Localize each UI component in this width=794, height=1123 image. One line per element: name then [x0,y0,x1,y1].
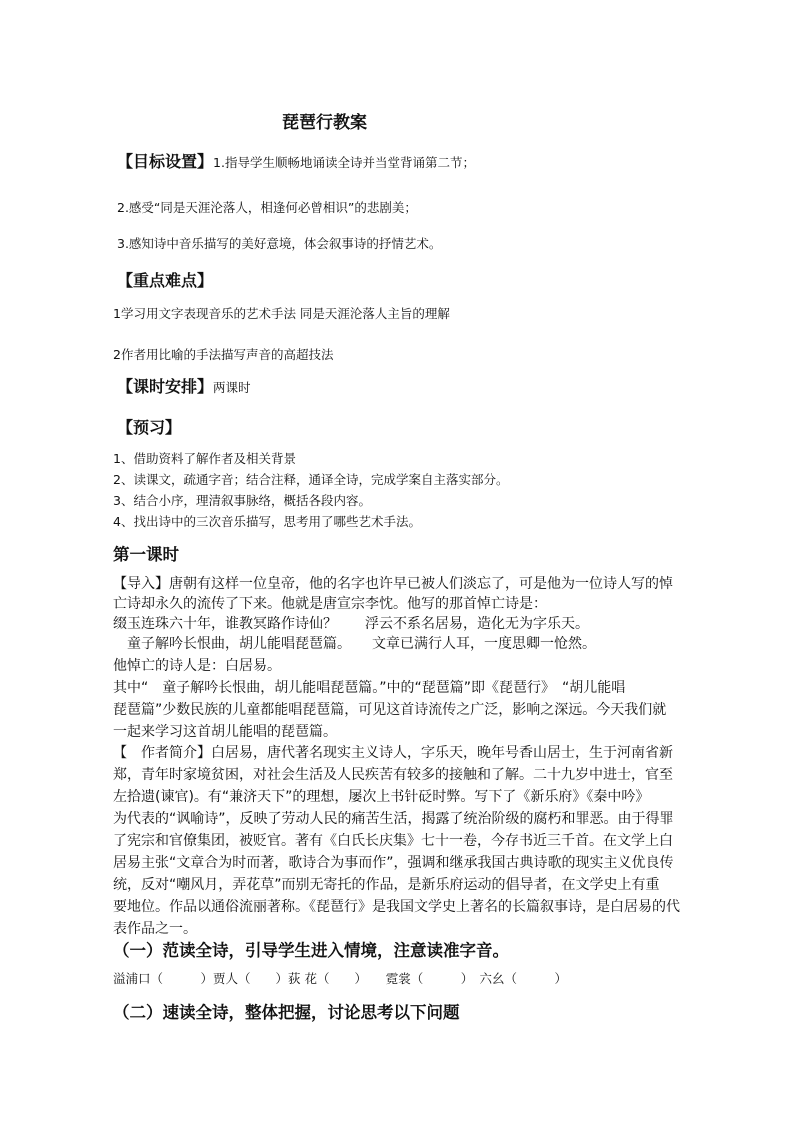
preview-item-1: 1、借助资料了解作者及相关背景 [113,451,296,466]
schedule-line [117,374,251,397]
intro-line: 【导入】唐朝有这样一位皇帝，他的名字也许早已被人们淡忘了，可是他为一位诗人写的悼 [113,576,673,592]
keypoints-heading: 【重点难点】 [117,271,214,290]
author-line: 统，反对“嘲风月，弄花草”而别无寄托的作品，是新乐府运动的倡导者，在文学史上有重 [113,877,660,893]
schedule-value: 两课时 [213,380,251,395]
goals-item-1: 1.指导学生顺畅地诵读全诗并当堂背诵第二节； [213,155,475,170]
keypoints-item-2: 2作者用比喻的手法描写声音的高超技法 [113,347,334,362]
intro-line: 琵琶篇”少数民族的儿童都能唱琵琶篇，可见这首诗流传之广泛，影响之深远。今天我们就 [113,702,667,718]
lesson1-heading: 第一课时 [113,545,179,564]
section1-heading: （一）范读全诗，引导学生进入情境，注意读准字音。 [113,941,509,960]
intro-line: 一起来学习这首胡儿能唱的琵琶篇。 [113,724,337,740]
author-line: 为代表的“讽喻诗”，反映了劳动人民的痛苦生活，揭露了统治阶级的腐朽和罪恶。由于得罪 [113,811,674,827]
author-line: 了宪宗和官僚集团，被贬官。著有《白氏长庆集》七十一卷，今存书近三千首。在文学上白 [113,833,673,849]
intro-line: 童子解吟长恨曲，胡儿能唱琵琶篇。 文章已满行人耳，一度思卿一怆然。 [113,636,596,652]
page-title: 琵琶行教案 [282,113,367,133]
preview-item-4: 4、找出诗中的三次音乐描写，思考用了哪些艺术手法。 [113,514,421,529]
intro-line: 他悼亡的诗人是：白居易。 [113,658,281,674]
author-line: 郑，青年时家境贫困，对社会生活及人民疾苦有较多的接触和了解。二十九岁中进士，官至 [113,767,673,783]
keypoints-item-1: 1学习用文字表现音乐的艺术手法 同是天涯沦落人主旨的理解 [113,306,450,321]
section2-heading: （二）速读全诗，整体把握，讨论思考以下问题 [113,1003,460,1022]
goals-item-3: 3.感知诗中音乐描写的美好意境，体会叙事诗的抒情艺术。 [117,236,442,251]
author-line: 居易主张“文章合为时而著，歌诗合为事而作”，强调和继承我国古典诗歌的现实主义优良传 [113,855,674,871]
schedule-heading: 【课时安排】 [117,377,214,396]
pronunciation-line: 溢浦口（ ）贾人（ ）荻 花（ ） 霓裳（ ） 六幺（ ） [113,971,567,986]
goals-line-1 [117,149,475,172]
goals-item-2: 2.感受“同是天涯沦落人，相逢何必曾相识”的悲剧美； [117,200,417,215]
intro-line: 亡诗却永久的流传了下来。他就是唐宣宗李忱。他写的那首悼亡诗是： [113,596,547,612]
intro-line: 缀玉连珠六十年，谁教冥路作诗仙？ 浮云不系名居易，造化无为字乐天。 [113,616,589,632]
preview-heading: 【预习】 [117,418,182,437]
preview-item-2: 2、读课文，疏通字音；结合注释，通译全诗，完成学案自主落实部分。 [113,472,509,487]
author-line: 【 作者简介】白居易，唐代著名现实主义诗人，字乐天，晚年号香山居士，生于河南省新 [113,745,673,761]
author-line: 左拾遗(谏官)。有“兼济天下”的理想，屡次上书针砭时弊。写下了《新乐府》《秦中吟》 [113,789,650,805]
author-line: 表作品之一。 [113,921,197,937]
goals-heading: 【目标设置】 [117,152,214,171]
preview-item-3: 3、结合小序，理清叙事脉络，概括各段内容。 [113,493,371,508]
intro-line: 其中“ 童子解吟长恨曲，胡儿能唱琵琶篇。”中的“琵琶篇”即《琵琶行》 “胡儿能唱 [113,680,626,696]
author-line: 要地位。作品以通俗流丽著称。《琵琶行》是我国文学史上著名的长篇叙事诗，是白居易的代 [113,899,680,915]
